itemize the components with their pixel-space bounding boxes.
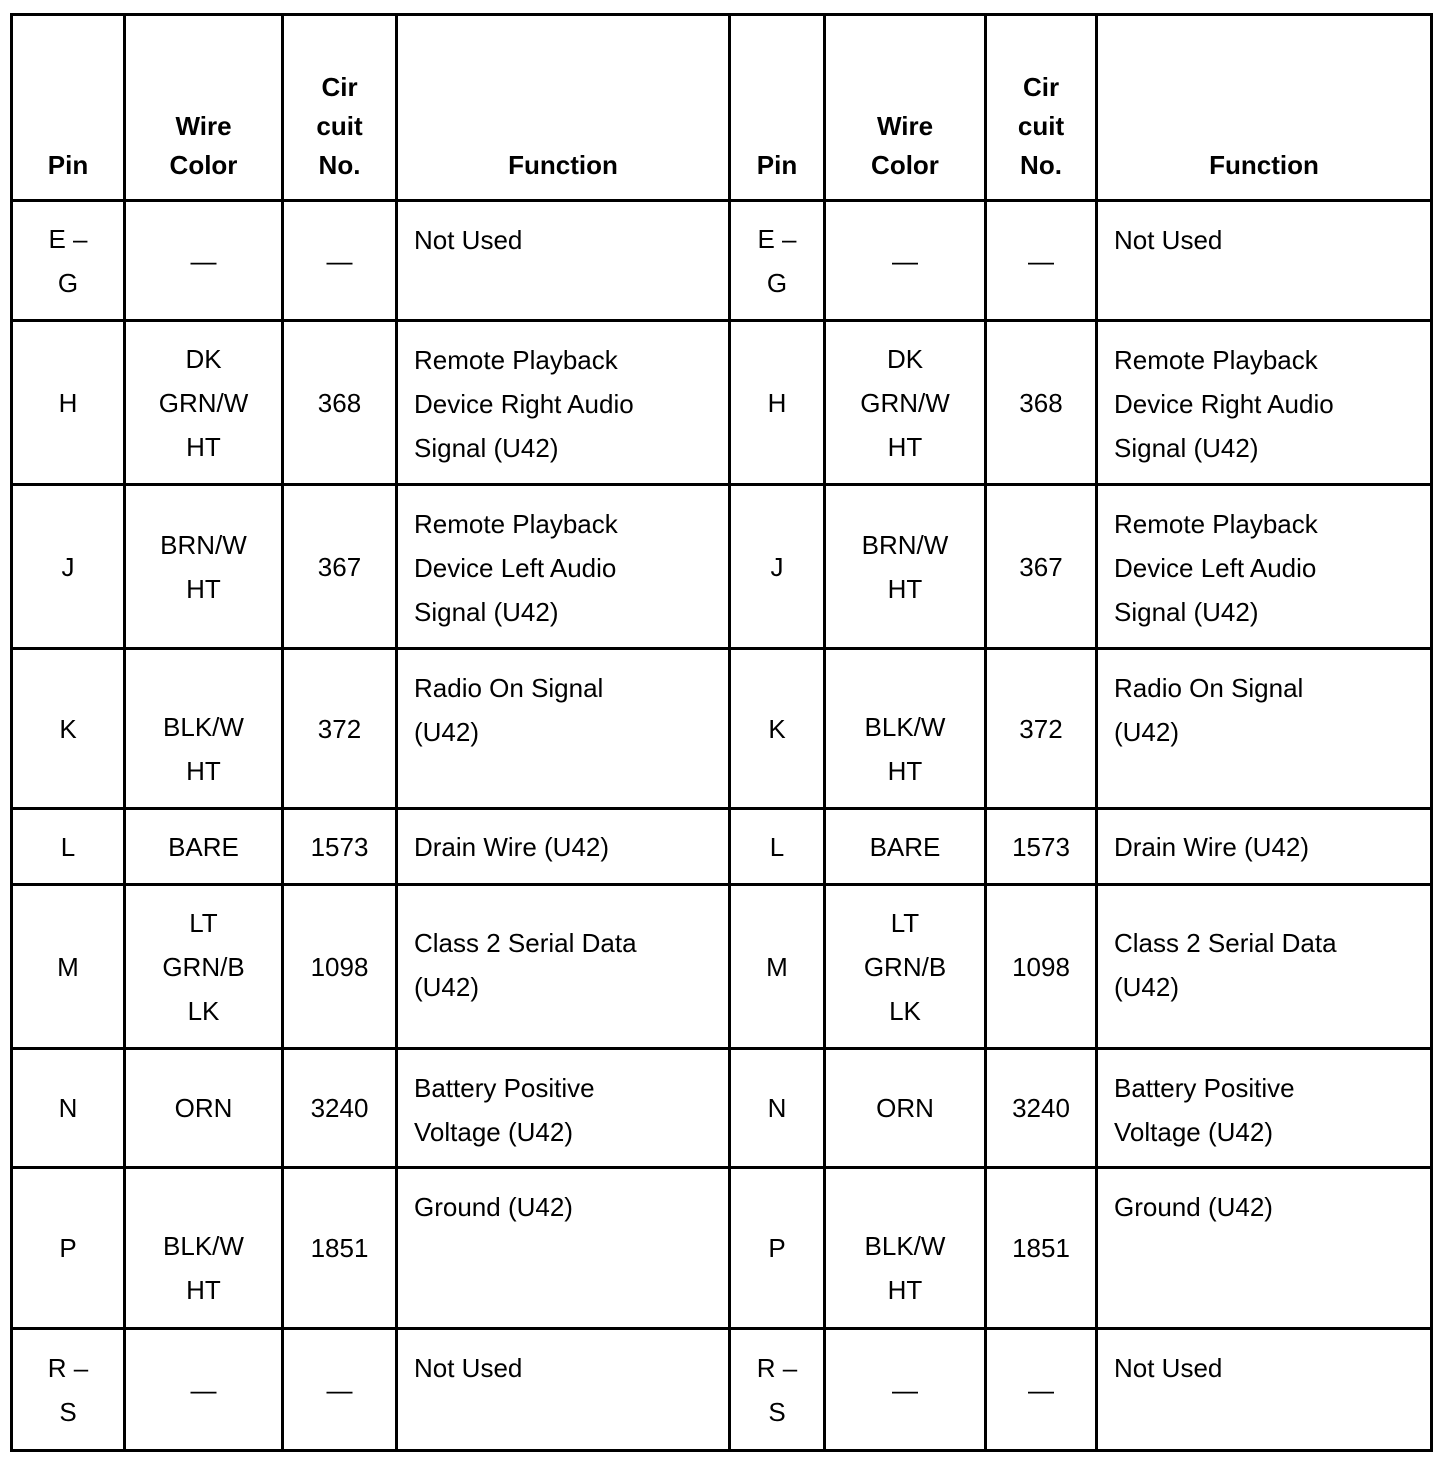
wire-color-cell: LT GRN/B LK [825, 885, 986, 1049]
circuit-cell: 1098 [283, 885, 397, 1049]
wire-color-cell: BARE [825, 809, 986, 885]
wire-color-cell: BRN/W HT [125, 485, 283, 649]
pin-cell: P [12, 1168, 125, 1329]
circuit-cell: 1573 [283, 809, 397, 885]
wire-color-cell: — [825, 201, 986, 321]
pin-cell: L [730, 809, 825, 885]
circuit-cell: 3240 [986, 1049, 1097, 1168]
circuit-cell: — [283, 1329, 397, 1451]
wire-color-cell: ORN [125, 1049, 283, 1168]
pin-cell: E – G [12, 201, 125, 321]
pin-cell: L [12, 809, 125, 885]
wire-color-cell: — [825, 1329, 986, 1451]
circuit-cell: 367 [986, 485, 1097, 649]
function-cell: Not Used [397, 201, 730, 321]
function-cell: Drain Wire (U42) [1097, 809, 1432, 885]
circuit-cell: 3240 [283, 1049, 397, 1168]
circuit-cell: 1851 [283, 1168, 397, 1329]
header-wire-color: Wire Color [125, 15, 283, 201]
pin-cell: E – G [730, 201, 825, 321]
pin-cell: R – S [12, 1329, 125, 1451]
pin-cell: K [12, 649, 125, 809]
pin-cell: J [730, 485, 825, 649]
header-function: Function [1097, 15, 1432, 201]
wire-color-cell: BLK/W HT [125, 1168, 283, 1329]
circuit-cell: 372 [283, 649, 397, 809]
function-cell: Remote Playback Device Right Audio Signal (U42) [1097, 321, 1432, 485]
circuit-cell: 368 [283, 321, 397, 485]
pin-cell: M [12, 885, 125, 1049]
function-cell: Class 2 Serial Data (U42) [1097, 885, 1432, 1049]
function-cell: Class 2 Serial Data (U42) [397, 885, 730, 1049]
circuit-cell: — [283, 201, 397, 321]
circuit-cell: — [986, 1329, 1097, 1451]
function-cell: Remote Playback Device Left Audio Signal (U42) [397, 485, 730, 649]
header-pin: Pin [730, 15, 825, 201]
function-cell: Not Used [1097, 201, 1432, 321]
wire-color-cell: BLK/W HT [825, 1168, 986, 1329]
header-circuit-no: Cir cuit No. [283, 15, 397, 201]
pin-cell: P [730, 1168, 825, 1329]
function-cell: Ground (U42) [1097, 1168, 1432, 1329]
circuit-cell: 368 [986, 321, 1097, 485]
pinout-table [10, 13, 1433, 1452]
function-cell: Not Used [1097, 1329, 1432, 1451]
header-row [12, 15, 1432, 201]
pin-cell: K [730, 649, 825, 809]
table-row [12, 1329, 1432, 1451]
wire-color-cell: LT GRN/B LK [125, 885, 283, 1049]
function-cell: Battery Positive Voltage (U42) [1097, 1049, 1432, 1168]
header-pin: Pin [12, 15, 125, 201]
circuit-cell: 1573 [986, 809, 1097, 885]
wire-color-cell: BLK/W HT [125, 649, 283, 809]
wire-color-cell: BARE [125, 809, 283, 885]
table-row [12, 1049, 1432, 1168]
function-cell: Remote Playback Device Left Audio Signal (U42) [1097, 485, 1432, 649]
table-row [12, 485, 1432, 649]
pin-cell: H [12, 321, 125, 485]
pin-cell: N [730, 1049, 825, 1168]
header-circuit-no: Cir cuit No. [986, 15, 1097, 201]
function-cell: Radio On Signal (U42) [1097, 649, 1432, 809]
wire-color-cell: BLK/W HT [825, 649, 986, 809]
function-cell: Ground (U42) [397, 1168, 730, 1329]
function-cell: Battery Positive Voltage (U42) [397, 1049, 730, 1168]
circuit-cell: 1098 [986, 885, 1097, 1049]
circuit-cell: 372 [986, 649, 1097, 809]
function-cell: Not Used [397, 1329, 730, 1451]
wire-color-cell: — [125, 201, 283, 321]
header-function: Function [397, 15, 730, 201]
circuit-cell: 367 [283, 485, 397, 649]
function-cell: Radio On Signal (U42) [397, 649, 730, 809]
circuit-cell: — [986, 201, 1097, 321]
pin-cell: R – S [730, 1329, 825, 1451]
wire-color-cell: DK GRN/W HT [125, 321, 283, 485]
pin-cell: N [12, 1049, 125, 1168]
table-row [12, 201, 1432, 321]
table-row [12, 885, 1432, 1049]
table-row [12, 649, 1432, 809]
wire-color-cell: ORN [825, 1049, 986, 1168]
table-row [12, 1168, 1432, 1329]
wire-color-cell: — [125, 1329, 283, 1451]
pin-cell: J [12, 485, 125, 649]
function-cell: Remote Playback Device Right Audio Signal (U42) [397, 321, 730, 485]
pin-cell: H [730, 321, 825, 485]
wire-color-cell: DK GRN/W HT [825, 321, 986, 485]
wire-color-cell: BRN/W HT [825, 485, 986, 649]
table-row [12, 321, 1432, 485]
function-cell: Drain Wire (U42) [397, 809, 730, 885]
pin-cell: M [730, 885, 825, 1049]
circuit-cell: 1851 [986, 1168, 1097, 1329]
table-row [12, 809, 1432, 885]
header-wire-color: Wire Color [825, 15, 986, 201]
